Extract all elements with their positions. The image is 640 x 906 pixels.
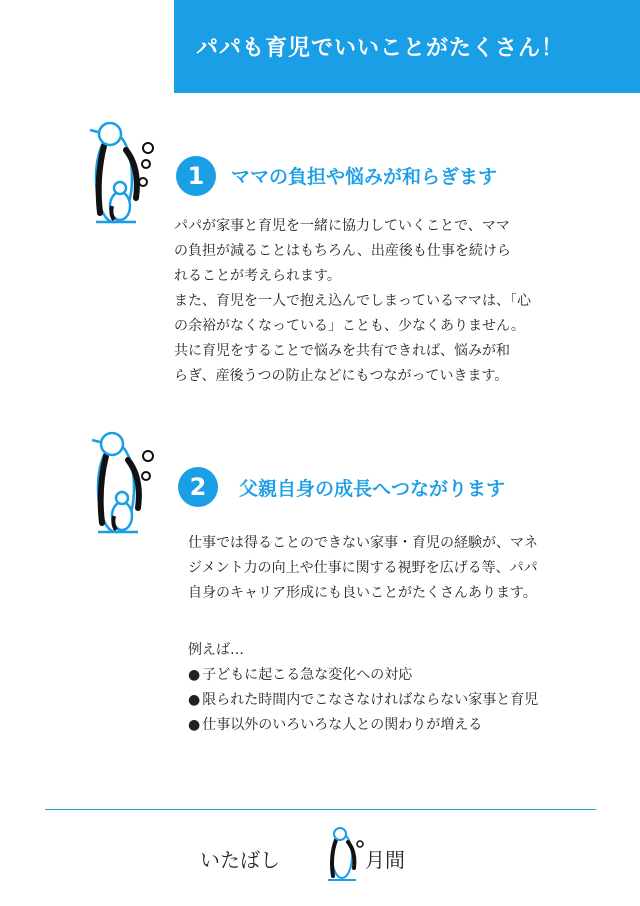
section-number-2: 2 [178, 467, 218, 507]
examples-list [188, 663, 538, 738]
footer-logo-left: いたばし [200, 848, 280, 872]
section-number-1: 1 [176, 156, 216, 196]
footer-logo-right: 月間 [365, 848, 405, 872]
section-1-line: の負担が減ることはもちろん、出産後も仕事を続けら [174, 243, 511, 259]
banner-title: パパも育児でいいことがたくさん！ [196, 36, 565, 61]
section-2-line: 仕事では得ることのできない家事・育児の経験が、マネ [188, 535, 538, 551]
section-heading-2: 父親自身の成長へつながります [239, 478, 506, 500]
section-2-line: 自身のキャリア形成にも良いことがたくさんあります。 [188, 585, 537, 601]
section-1-line: また、育児を一人で抱え込んでしまっているママは、「心 [174, 293, 531, 309]
section-1-line: の余裕がなくなっている」ことも、少なくありません。 [174, 318, 525, 334]
section-2-line: ジメント力の向上や仕事に関する視野を広げる等、パパ [188, 560, 538, 576]
examples-label: 例えば… [188, 642, 244, 658]
divider [45, 809, 596, 810]
list-item: ● 子どもに起こる急な変化への対応 [188, 663, 538, 688]
list-item: ● 限られた時間内でこなさなければならない家事と育児 [188, 688, 538, 713]
list-item: ● 仕事以外のいろいろな人との関わりが増える [188, 713, 538, 738]
section-1-line: 共に育児をすることで悩みを共有できれば、悩みが和 [174, 343, 510, 359]
section-2-body [188, 531, 588, 606]
penguin-family-icon [88, 118, 158, 230]
section-heading-1: ママの負担や悩みが和らぎます [231, 166, 498, 188]
section-1-line: パパが家事と育児を一緒に協力していくことで、ママ [174, 218, 510, 234]
section-1-line: れることが考えられます。 [174, 268, 341, 284]
penguin-logo-icon [324, 826, 364, 884]
banner [174, 0, 640, 93]
section-1-line: らぎ、産後うつの防止などにもつながっていきます。 [174, 368, 509, 384]
penguin-family-icon [90, 428, 160, 540]
footer-logo [0, 840, 640, 890]
section-1-body [174, 214, 574, 389]
